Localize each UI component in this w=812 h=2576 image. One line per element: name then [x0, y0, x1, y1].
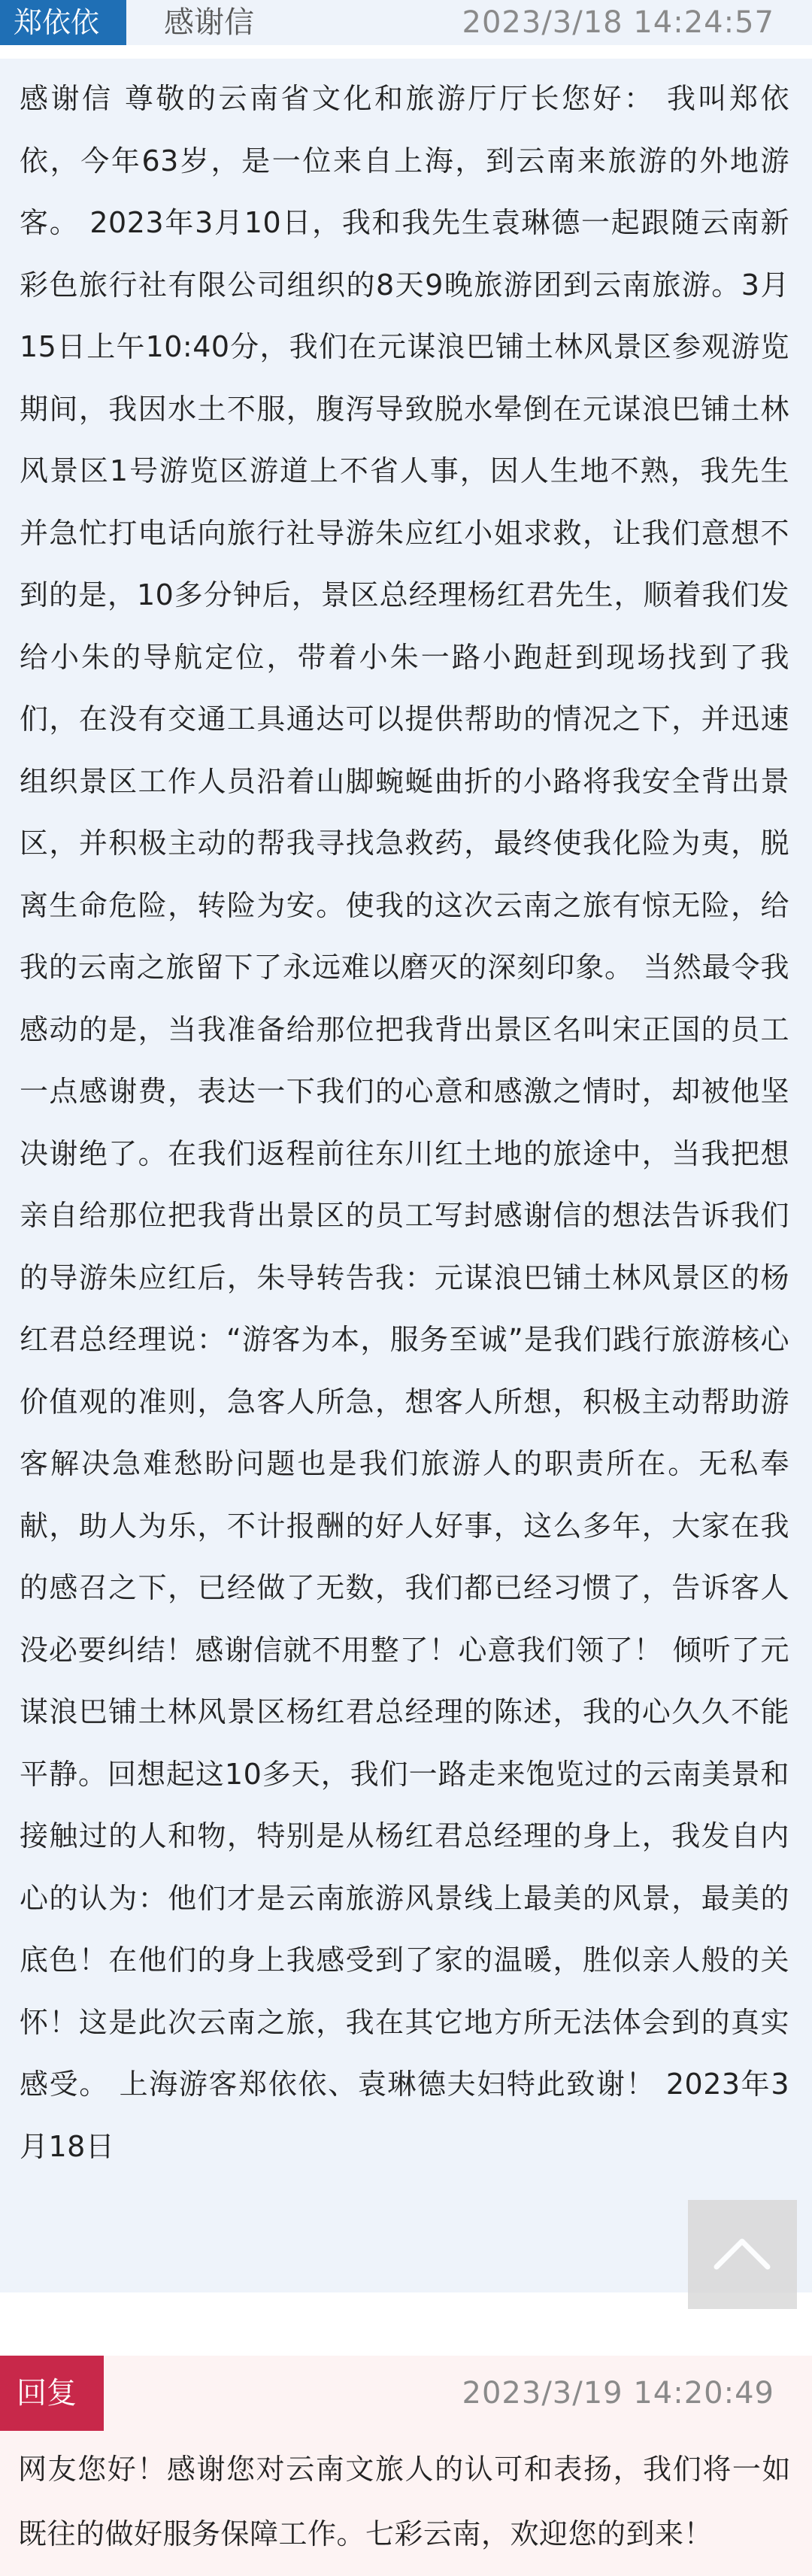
official-reply	[0, 2356, 812, 2576]
post-body	[0, 59, 812, 2292]
reply-timestamp: 2023/3/19 14:20:49	[462, 2376, 774, 2411]
reply-label-badge: 回复	[0, 2356, 104, 2431]
reply-body-text: 网友您好！感谢您对云南文旅人的认可和表扬，我们将一如既往的做好服务保障工作。七彩云南，欢迎您的到来！	[18, 2453, 791, 2550]
post-body-text: 感谢信 尊敬的云南省文化和旅游厅厅长您好： 我叫郑依依，今年63岁，是一位来自上海，到云南来旅游的外地游客。 2023年3月10日，我和我先生袁琳德一起跟随云南新彩色旅行社有限公司组织的8天9晚旅游团到云南旅游。3月15日上午10:40分，我们在元谋浪巴铺土林风景区参观游览期间，我因水土不服，腹泻导致脱水晕倒在元谋浪巴铺土林风景区1号游览区游道上不省人事，因人生地不熟，我先生并急忙打电话向旅行社导游朱应红小姐求救，让我们意想不到的是，10多分钟后，景区总经理杨红君先生，顺着我们发给小朱的导航定位，带着小朱一路小跑赶到现场找到了我们，在没有交通工具通达可以提供帮助的情况之下，并迅速组织景区工作人员沿着山脚蜿蜒曲折的小路将我安全背出景区，并积极主动的帮我寻找急救药，最终使我化险为夷，脱离生命危险，转险为安。使我的这次云南之旅有惊无险，给我的云南之旅留下了永远难以磨灭的深刻印象。 当然最令我感动的是，当我准备给那位把我背出景区名叫宋正国的员工一点感谢费，表达一下我们的心意和感激之情时，却被他坚决谢绝了。在我们返程前往东川红土地的旅途中，当我把想亲自给那位把我背出景区的员工写封感谢信的想法告诉我们的导游朱应红后，朱导转告我：元谋浪巴铺土林风景区的杨红君总经理说：“游客为本，服务至诚”是我们践行旅游核心价值观的准则，急客人所急，想客人所想，积极主动帮助游客解决急难愁盼问题也是我们旅游人的职责所在。无私奉献，助人为乐，不计报酬的好人好事，这么多年，大家在我的感召之下，已经做了无数，我们都已经习惯了，告诉客人没必要纠结！感谢信就不用整了！心意我们领了！ 倾听了元谋浪巴铺土林风景区杨红君总经理的陈述，我的心久久不能平静。回想起这10多天，我们一路走来饱览过的云南美景和接触过的人和物，特别是从杨红君总经理的身上，我发自内心的认为：他们才是云南旅游风景线上最美的风景，最美的底色！在他们的身上我感受到了家的温暖，胜似亲人般的关怀！这是此次云南之旅，我在其它地方所无法体会到的真实感受。 上海游客郑依依、袁琳德夫妇特此致谢！ 2023年3月18日	[20, 82, 789, 2163]
post-title: 感谢信	[164, 5, 254, 40]
post-header	[0, 0, 812, 45]
scroll-to-top-button[interactable]	[688, 2200, 797, 2309]
author-name-badge[interactable]: 郑依依	[0, 0, 126, 45]
chevron-up-icon	[712, 2234, 772, 2271]
post-timestamp: 2023/3/18 14:24:57	[462, 5, 774, 40]
